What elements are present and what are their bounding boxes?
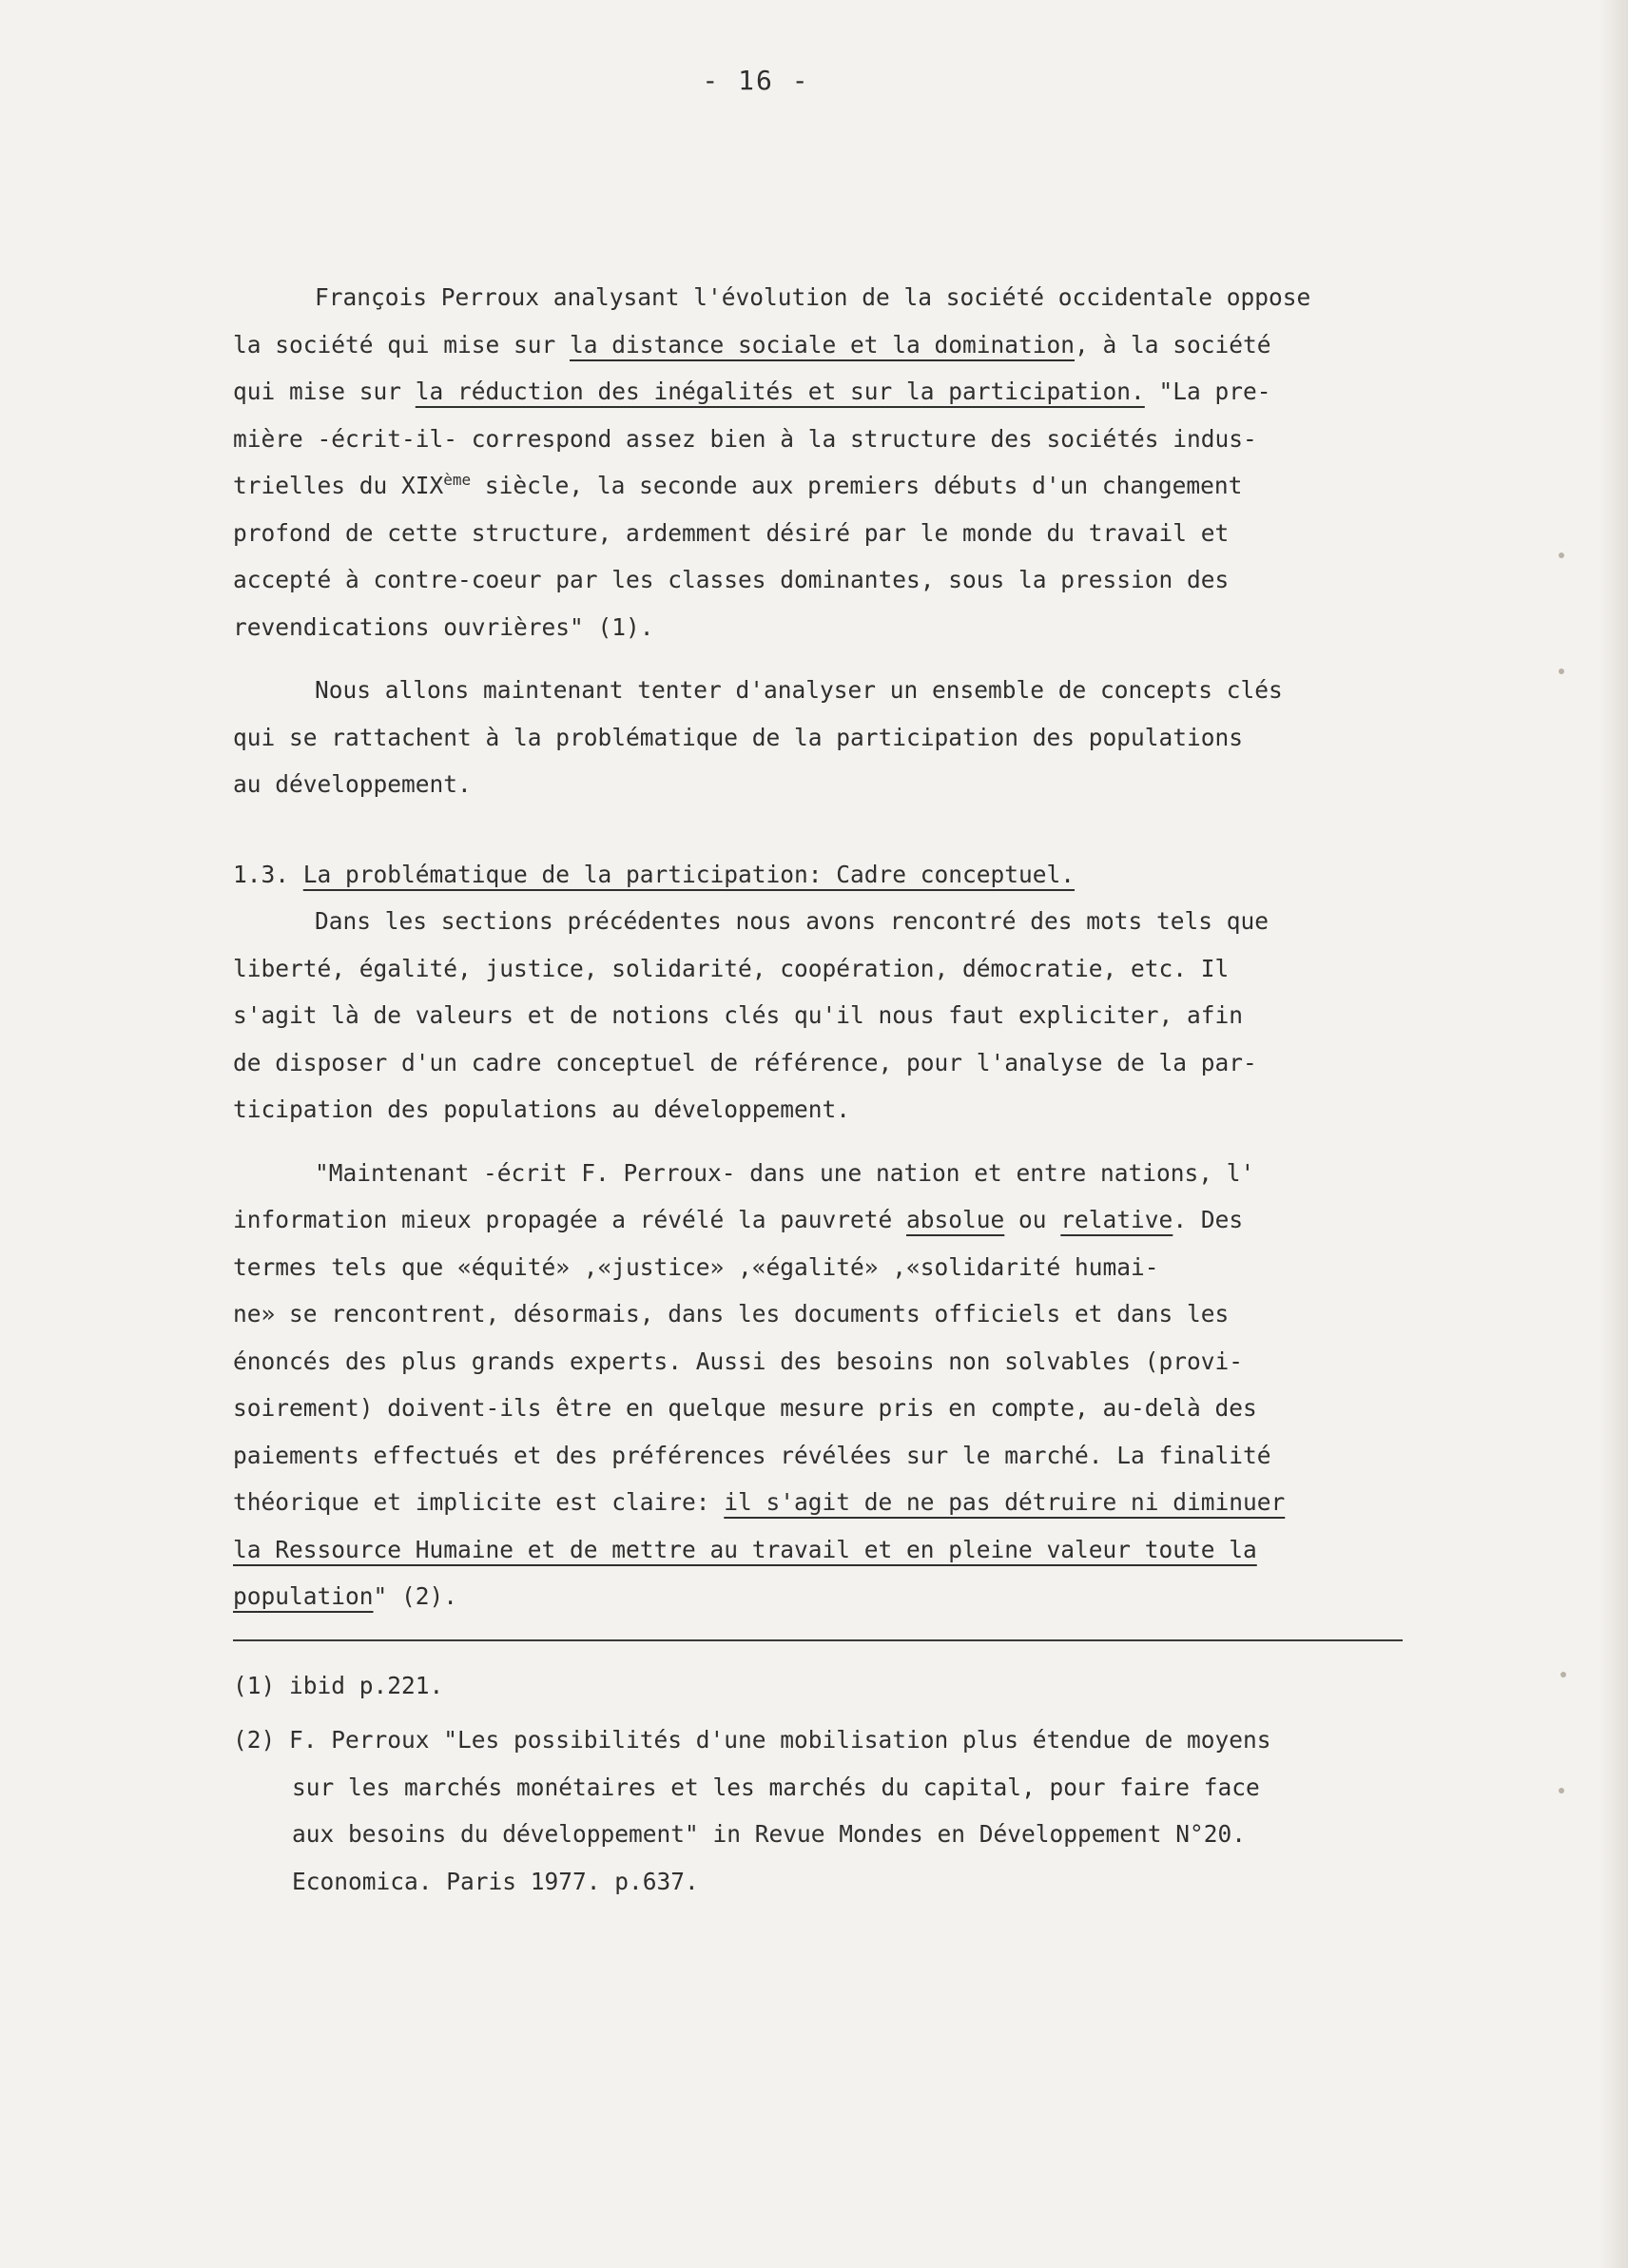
text-line: ticipation des populations au développement. [233,1095,851,1123]
text-line [233,462,1417,510]
text-line [233,1573,1417,1620]
page-edge-shadow [1599,0,1628,2268]
underlined-phrase: la réduction des inégalités et sur la participation. [415,378,1145,405]
footnote-separator [233,1639,1403,1641]
footnote-2-line: Economica. Paris 1977. p.637. [292,1867,699,1895]
text-span: . Des [1173,1206,1244,1233]
page-number: - 16 - [702,65,810,96]
text-line: mière -écrit-il- correspond assez bien à la structure des sociétés indus- [233,424,1257,453]
text-line: qui se rattachent à la problématique de la participation des populations [233,723,1244,751]
text-line: soirement) doivent-ils être en quelque mesure pris en compte, au-delà des [233,1394,1257,1422]
paragraph-perroux-society [233,274,1417,650]
section-number: 1.3. [233,860,290,888]
underlined-phrase: population [233,1582,374,1610]
footnotes [233,1662,1417,1906]
paragraph-gap [233,1134,1417,1150]
paragraph-key-values [233,898,1417,1134]
superscript: ème [443,470,472,489]
text-line: revendications ouvrières" (1). [233,612,654,641]
text-line: François Perroux analysant l'évolution de la société occidentale oppose [315,283,1311,311]
underlined-phrase: il s'agit de ne pas détruire ni diminuer [724,1488,1286,1516]
paragraph-gap [233,650,1417,667]
text-line: ne» se rencontrent, désormais, dans les documents officiels et dans les [233,1300,1230,1328]
footnote-2-line: (2) F. Perroux "Les possibilités d'une mobilisation plus étendue de moyens [233,1726,1271,1754]
text-span: information mieux propagée a révélé la pauvreté [233,1206,907,1233]
text-span: théorique et implicite est claire: [233,1488,725,1516]
underlined-phrase: la distance sociale et la domination [570,330,1076,359]
text-line: paiements effectués et des préférences révélées sur le marché. La finalité [233,1441,1271,1469]
text-line: de disposer d'un cadre conceptuel de référence, pour l'analyse de la par- [233,1048,1257,1076]
text-line: énoncés des plus grands experts. Aussi des besoins non solvables (provi- [233,1347,1244,1375]
footnote-1: (1) ibid p.221. [233,1671,444,1699]
text-span: qui mise sur [233,378,416,405]
section-heading [233,851,1417,899]
text-line: Dans les sections précédentes nous avons rencontré des mots tels que [315,907,1269,935]
text-span: siècle, la seconde aux premiers débuts d'un changement [471,472,1243,499]
underlined-word: relative [1060,1206,1173,1233]
paragraph-perroux-quote [233,1150,1417,1620]
text-span: trielles du XIX [233,472,444,499]
text-line: accepté à contre-coeur par les classes dominantes, sous la pression des [233,566,1230,593]
scan-speck [1559,669,1564,674]
scan-speck [1559,1788,1564,1793]
footnote-2-line: aux besoins du développement" in Revue Mondes en Développement N°20. [292,1820,1247,1848]
scan-speck [1560,1672,1566,1677]
text-span: , à la société [1075,330,1271,359]
text-line [233,1196,1417,1244]
text-span: ou [1004,1206,1061,1233]
text-line: Nous allons maintenant tenter d'analyser un ensemble de concepts clés [315,676,1283,704]
text-span: la société qui mise sur [233,330,571,359]
text-line: s'agit là de valeurs et de notions clés qu'il nous faut expliciter, afin [233,1001,1244,1029]
underlined-phrase: la Ressource Humaine et de mettre au travail et en pleine valeur toute la [233,1535,1257,1563]
text-line [233,368,1417,416]
text-line [233,1526,1417,1574]
footnote-gap [233,1709,1417,1716]
scan-speck [1559,552,1564,558]
text-line: termes tels que «équité» ,«justice» ,«égalité» ,«solidarité humai- [233,1252,1159,1281]
section-gap [233,808,1417,851]
text-span: "La pre- [1144,378,1271,405]
text-line: "Maintenant -écrit F. Perroux- dans une nation et entre nations, l' [315,1158,1255,1187]
text-line [233,1479,1417,1526]
underlined-word: absolue [906,1206,1005,1233]
text-line: liberté, égalité, justice, solidarité, coopération, démocratie, etc. Il [233,954,1230,982]
text-line [233,321,1417,369]
text-span: " (2). [373,1582,458,1610]
text-line: profond de cette structure, ardemment désiré par le monde du travail et [233,518,1230,547]
footnote-2-line: sur les marchés monétaires et les marchés du capital, pour faire face [292,1773,1260,1801]
section-title: La problématique de la participation: Cadre conceptuel. [302,860,1076,888]
paragraph-concepts-intro [233,667,1417,808]
page-body [233,274,1417,1905]
text-line: au développement. [233,770,472,798]
